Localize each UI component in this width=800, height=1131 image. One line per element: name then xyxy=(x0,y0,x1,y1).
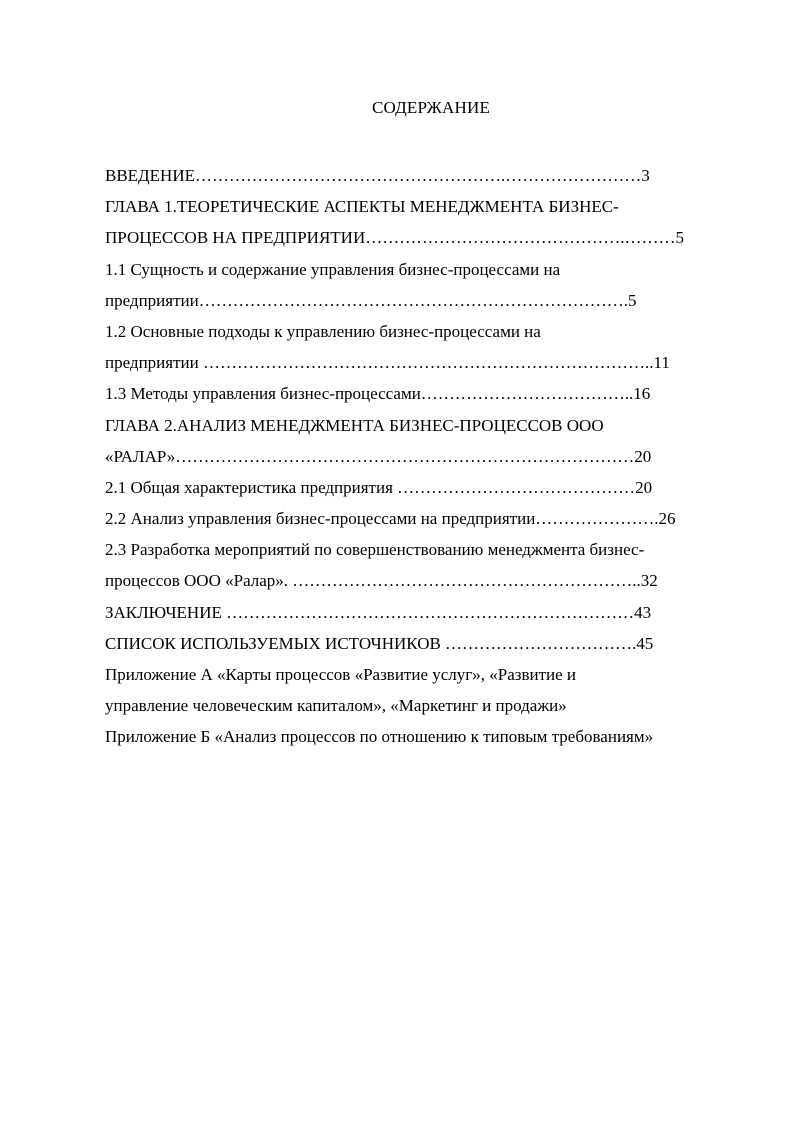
toc-chapter-1-title-line-2: ПРОЦЕССОВ НА ПРЕДПРИЯТИИ……………………………………….………5 xyxy=(105,228,684,248)
toc-section-1-2-line-1: 1.2 Основные подходы к управлению бизнес-процессами на xyxy=(105,321,541,341)
toc-section-1-1-line-2: предприятии………………………………………………………………….5 xyxy=(105,290,637,310)
toc-introduction: ВВЕДЕНИЕ……………………………………………….……………………3 xyxy=(105,166,650,185)
toc-appendix-a-line-1: Приложение А «Карты процессов «Развитие услуг», «Развитие и xyxy=(105,665,577,684)
toc-appendix-a-line-2: управление человеческим капиталом», «Маркетинг и продажи» xyxy=(105,696,567,716)
toc-section-1-1-line-1: 1.1 Сущность и содержание управления бизнес-процессами на xyxy=(105,259,561,279)
toc-chapter-1-title-line-1: ГЛАВА 1.ТЕОРЕТИЧЕСКИЕ АСПЕКТЫ МЕНЕДЖМЕНТА БИЗНЕС- xyxy=(105,197,619,217)
toc-appendix-b: Приложение Б «Анализ процессов по отношению к типовым требованиям» xyxy=(105,727,654,747)
toc-section-2-3-line-2: процессов ООО «Ралар». ……………………………………………………..32 xyxy=(105,571,658,591)
toc-conclusion: ЗАКЛЮЧЕНИЕ ………………………………………………………………43 xyxy=(105,602,652,622)
toc-chapter-2-title-line-2: «РАЛАР»………………………………………………………………………20 xyxy=(105,446,652,466)
toc-section-1-3: 1.3 Методы управления бизнес-процессами………………………………..16 xyxy=(105,384,651,404)
page-title: СОДЕРЖАНИЕ xyxy=(371,98,491,117)
table-of-contents xyxy=(105,160,745,753)
toc-section-1-2-line-2: предприятии ……………………………………………………………………..11 xyxy=(105,353,670,373)
toc-section-2-3-line-1: 2.3 Разработка мероприятий по совершенствованию менеджмента бизнес- xyxy=(105,540,645,560)
toc-section-2-2: 2.2 Анализ управления бизнес-процессами на предприятии………………….26 xyxy=(105,509,676,529)
toc-section-2-1: 2.1 Общая характеристика предприятия ……………………………………20 xyxy=(105,477,653,497)
toc-chapter-2-title-line-1: ГЛАВА 2.АНАЛИЗ МЕНЕДЖМЕНТА БИЗНЕС-ПРОЦЕССОВ ООО xyxy=(105,415,604,435)
toc-references: СПИСОК ИСПОЛЬЗУЕМЫХ ИСТОЧНИКОВ …………………………….45 xyxy=(105,633,654,653)
